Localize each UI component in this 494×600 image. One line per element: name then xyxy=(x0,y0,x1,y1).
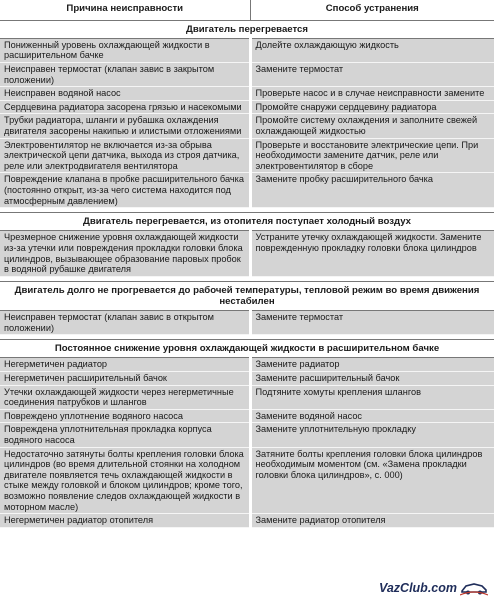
table-row xyxy=(0,372,494,386)
remedy-cell: Замените пробку расширительного бачка xyxy=(250,173,494,208)
cause-cell: Негерметичен расширительный бачок xyxy=(0,372,250,386)
section-title: Двигатель перегревается, из отопителя поступает холодный воздух xyxy=(0,213,494,231)
table-row xyxy=(0,311,494,335)
remedy-cell: Замените расширительный бачок xyxy=(250,372,494,386)
remedy-cell: Замените радиатор отопителя xyxy=(250,514,494,528)
watermark xyxy=(379,580,488,596)
section-header-row xyxy=(0,281,494,310)
table-row xyxy=(0,38,494,62)
table-row xyxy=(0,514,494,528)
cause-cell: Повреждена уплотнительная прокладка корпуса водяного насоса xyxy=(0,423,250,447)
watermark-text: VazClub.com xyxy=(378,581,457,595)
remedy-cell: Затяните болты крепления головки блока цилиндров необходимым моментом (см. «Замена прокладки головки блока цилиндров», с. 000) xyxy=(250,447,494,514)
column-header-remedy: Способ устранения xyxy=(250,0,494,20)
cause-cell: Чрезмерное снижение уровня охлаждающей жидкости из-за утечки или повреждения прокладки головки блока цилиндров, вызывающее образование паровых пробок в водяной рубашке двигателя xyxy=(0,231,250,276)
cause-cell: Трубки радиатора, шланги и рубашка охлаждения двигателя засорены накипью и илистыми отложениями xyxy=(0,114,250,138)
cause-cell: Недостаточно затянуты болты крепления головки блока цилиндров (во время длительной стоянки на холодном двигателе появляется течь охлаждающей жидкости в стыке между головкой и блоком цилиндров; кроме того, возможно появление следов охлаждающей жидкости в моторном масле) xyxy=(0,447,250,514)
remedy-cell: Промойте систему охлаждения и заполните свежей охлаждающей жидкостью xyxy=(250,114,494,138)
remedy-cell: Замените уплотнительную прокладку xyxy=(250,423,494,447)
header-row xyxy=(0,0,494,20)
section-title: Двигатель долго не прогревается до рабочей температуры, тепловой режим во время движения нестабилен xyxy=(0,281,494,310)
table-row xyxy=(0,100,494,114)
cause-cell: Электровентилятор не включается из-за обрыва электрической цепи датчика, выхода из строя датчика, реле или электродвигателя вентилятора xyxy=(0,138,250,173)
cause-cell: Негерметичен радиатор отопителя xyxy=(0,514,250,528)
section-title: Двигатель перегревается xyxy=(0,20,494,38)
cause-cell: Повреждено уплотнение водяного насоса xyxy=(0,409,250,423)
table-row xyxy=(0,385,494,409)
section-header-row xyxy=(0,213,494,231)
remedy-cell: Замените термостат xyxy=(250,311,494,335)
table-row xyxy=(0,62,494,86)
section-title: Постоянное снижение уровня охлаждающей жидкости в расширительном бачке xyxy=(0,340,494,358)
table-row xyxy=(0,138,494,173)
table-row xyxy=(0,173,494,208)
cause-cell: Сердцевина радиатора засорена грязью и насекомыми xyxy=(0,100,250,114)
remedy-cell: Промойте снаружи сердцевину радиатора xyxy=(250,100,494,114)
cause-cell: Неисправен термостат (клапан завис в открытом положении) xyxy=(0,311,250,335)
car-logo-icon xyxy=(460,580,488,596)
table-row xyxy=(0,87,494,101)
remedy-cell: Устраните утечку охлаждающей жидкости. Замените поврежденную прокладку головки блока цилиндров xyxy=(250,231,494,276)
section-header-row xyxy=(0,20,494,38)
cause-cell: Неисправен водяной насос xyxy=(0,87,250,101)
table-row xyxy=(0,114,494,138)
cause-cell: Негерметичен радиатор xyxy=(0,358,250,372)
cause-cell: Повреждение клапана в пробке расширительного бачка (постоянно открыт, из-за чего система находится под атмосферным давлением) xyxy=(0,173,250,208)
section-header-row xyxy=(0,340,494,358)
remedy-cell: Проверьте и восстановите электрические цепи. При необходимости замените датчик, реле или электровентилятор в сборе xyxy=(250,138,494,173)
table-body xyxy=(0,20,494,527)
cause-cell: Неисправен термостат (клапан завис в закрытом положении) xyxy=(0,62,250,86)
cause-cell: Пониженный уровень охлаждающей жидкости в расширительном бачке xyxy=(0,38,250,62)
remedy-cell: Замените водяной насос xyxy=(250,409,494,423)
table-row xyxy=(0,231,494,276)
table-row xyxy=(0,409,494,423)
remedy-cell: Проверьте насос и в случае неисправности замените xyxy=(250,87,494,101)
remedy-cell: Долейте охлаждающую жидкость xyxy=(250,38,494,62)
table-row xyxy=(0,423,494,447)
table-row xyxy=(0,358,494,372)
remedy-cell: Подтяните хомуты крепления шлангов xyxy=(250,385,494,409)
cause-cell: Утечки охлаждающей жидкости через негерметичные соединения патрубков и шлангов xyxy=(0,385,250,409)
column-header-cause: Причина неисправности xyxy=(0,0,250,20)
remedy-cell: Замените термостат xyxy=(250,62,494,86)
table-row xyxy=(0,447,494,514)
remedy-cell: Замените радиатор xyxy=(250,358,494,372)
